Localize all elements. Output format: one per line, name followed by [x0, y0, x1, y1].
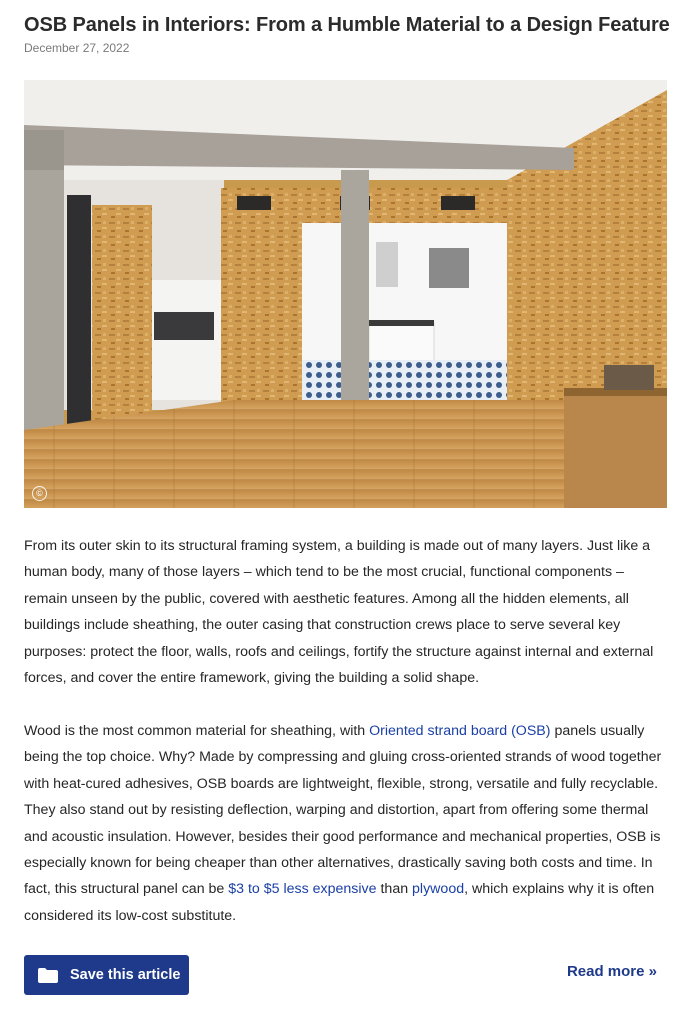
- folder-icon: [38, 968, 58, 983]
- interior-photo: [24, 80, 667, 508]
- read-more-link[interactable]: Read more »: [566, 963, 657, 980]
- article-date: December 27, 2022: [24, 41, 130, 55]
- p2-text-b: panels usually being the top choice. Why? Made by compressing and gluing cross-oriented strands of wood together with heat-cured adhesives, OSB boards are lightweight, flexible, strong, versatile and fully recyclable. They also stand out by resisting deflection, warping and distortion, apart from offering some thermal and acoustic insulation. However, besides their good performance and mechanical properties, OSB is especially known for being cheaper than other alternatives, drastically saving both costs and time. In fact, this structural panel can be: [24, 723, 662, 898]
- p2-text-c: than: [376, 881, 413, 898]
- p2-text-a: Wood is the most common material for sheathing, with: [24, 723, 370, 739]
- cost-link[interactable]: $3 to $5 less expensive: [228, 881, 377, 898]
- paragraph-intro: From its outer skin to its structural framing system, a building is made out of many layers. Just like a human body, many of those layers – which tend to be the most crucial, functional components – remain unseen by the public, covered with aesthetic features. Among all the hidden elements, all buildings include sheathing, the outer casing that construction crews place to serve several key purposes: protect the floor, walls, roofs and ceilings, fortify the structure against internal and external forces, and cover the entire framework, giving the building a solid shape.: [24, 538, 654, 687]
- osb-link[interactable]: Oriented strand board (OSB): [369, 723, 551, 739]
- save-article-label: Save this article: [70, 967, 181, 983]
- p2-text-d: , which explains why it is often considered its low-cost substitute.: [24, 881, 655, 924]
- save-article-button[interactable]: [24, 955, 189, 995]
- plywood-link[interactable]: plywood: [412, 881, 465, 898]
- copyright-icon: ©: [32, 486, 47, 501]
- hero-image: [24, 80, 667, 508]
- paragraph-sheathing: [24, 718, 669, 929]
- article-title: OSB Panels in Interiors: From a Humble Material to a Design Feature: [24, 14, 670, 36]
